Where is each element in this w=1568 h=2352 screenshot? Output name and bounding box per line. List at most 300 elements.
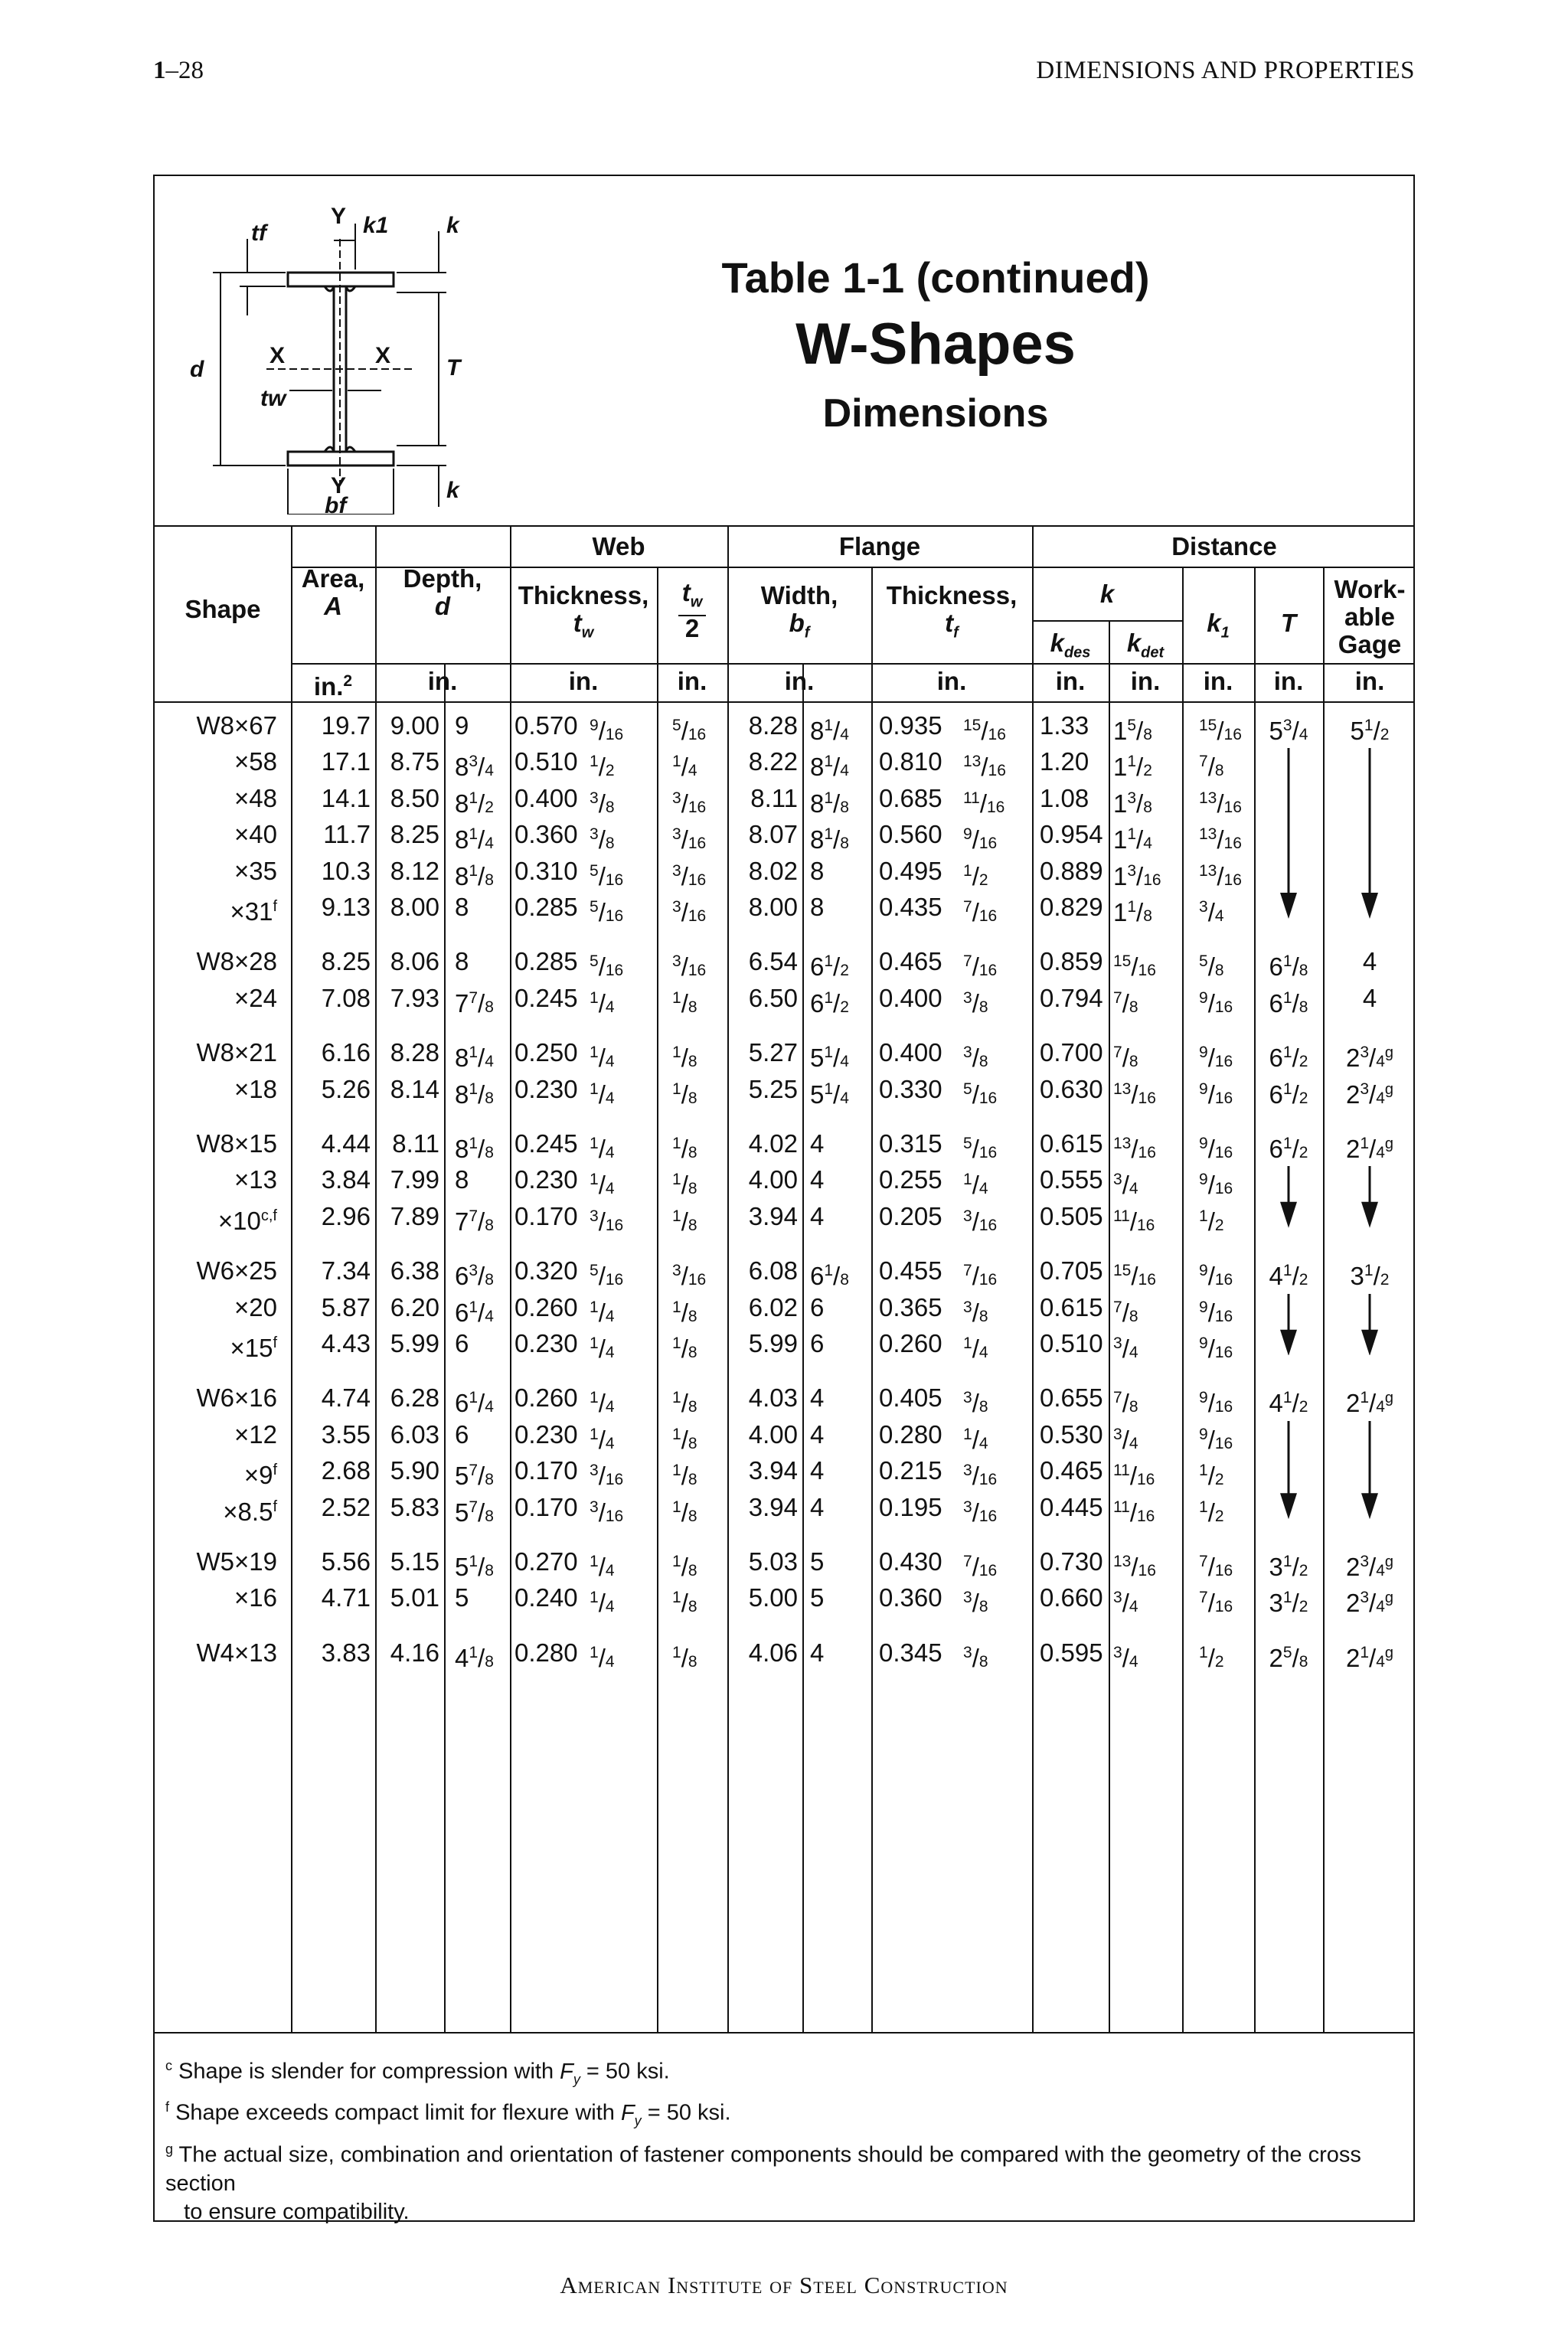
depth-fraction-cell: $8^1/4$: [455, 1044, 494, 1073]
tw-half-cell: $^1$/8: [672, 1425, 697, 1454]
area-cell: 11.7: [323, 820, 371, 849]
depth-fraction-cell: 6: [455, 1419, 469, 1449]
k1-cell: $^9$/16: [1199, 1080, 1233, 1109]
flange-width-cell: 3.94: [748, 1456, 798, 1485]
depth-fraction-cell: 8: [455, 1165, 469, 1194]
k1-cell: $^3$/4: [1199, 898, 1224, 926]
web-thickness-fraction-cell: $^5$/16: [590, 1262, 624, 1291]
tw-half-cell: $^1$/8: [672, 1298, 697, 1327]
header-web-thickness: Thickness, $t_w$: [518, 581, 649, 642]
tw-half-cell: $^1$/8: [672, 1080, 697, 1109]
gage-cell: 4: [1362, 983, 1377, 1012]
area-cell: 4.43: [321, 1329, 371, 1357]
flange-width-cell: 6.50: [748, 983, 798, 1012]
gage-cell: $3^1/2$: [1350, 1262, 1390, 1291]
kdet-cell: $^3$/4: [1113, 1334, 1138, 1363]
flange-thickness-fraction-cell: $^5$/16: [963, 1135, 998, 1163]
flange-thickness-fraction-cell: $^1$/4: [963, 1171, 988, 1200]
flange-thickness-fraction-cell: $^{11}$/16: [963, 789, 1005, 818]
web-thickness-fraction-cell: $^1$/4: [590, 1425, 615, 1454]
shape-cell: W8×15: [196, 1129, 277, 1158]
tw-half-cell: $^1$/8: [672, 1044, 697, 1073]
tw-half-cell: $^1$/8: [672, 1207, 697, 1236]
flange-thickness-cell: 0.195: [879, 1492, 942, 1521]
web-thickness-fraction-cell: $^1$/4: [590, 988, 615, 1018]
depth-fraction-cell: 8: [455, 893, 469, 921]
shape-cell: $\times 10^{c,f}$: [217, 1206, 277, 1235]
kdes-cell: 0.730: [1040, 1547, 1103, 1576]
flange-thickness-cell: 0.215: [879, 1456, 942, 1485]
flange-thickness-fraction-cell: $^5$/16: [963, 1080, 998, 1109]
depth-cell: 4.16: [390, 1638, 439, 1667]
T-cell: $2^5/8$: [1269, 1643, 1308, 1672]
units-cell: in.: [1130, 667, 1161, 695]
web-thickness-cell: 0.270: [514, 1547, 578, 1576]
gage-cell: $2^1/4^g$: [1345, 1135, 1394, 1163]
kdes-cell: 0.445: [1040, 1492, 1103, 1521]
kdes-cell: 0.555: [1040, 1165, 1103, 1194]
depth-cell: 7.99: [390, 1165, 439, 1194]
flange-width-fraction-cell: $5^1/4$: [810, 1044, 849, 1073]
flange-width-cell: 4.00: [748, 1165, 798, 1194]
area-cell: 3.83: [321, 1638, 371, 1667]
depth-fraction-cell: 5: [455, 1583, 469, 1612]
flange-thickness-fraction-cell: $^3$/8: [963, 1643, 988, 1672]
tw-half-cell: $^1$/8: [672, 1553, 697, 1581]
web-thickness-cell: 0.320: [514, 1256, 578, 1285]
units-cell: in.: [784, 667, 815, 695]
kdes-cell: 1.08: [1040, 783, 1089, 812]
web-thickness-cell: 0.400: [514, 783, 578, 812]
depth-cell: 8.75: [390, 747, 439, 776]
flange-thickness-fraction-cell: $^1$/4: [963, 1425, 988, 1454]
tw-half-cell: $^1$/8: [672, 1334, 697, 1363]
depth-fraction-cell: 9: [455, 711, 469, 740]
flange-width-fraction-cell: 4: [810, 1165, 825, 1194]
depth-cell: 8.00: [390, 893, 439, 921]
gage-cell: $2^3/4^g$: [1345, 1080, 1394, 1109]
depth-fraction-cell: $8^1/2$: [455, 789, 494, 818]
kdet-cell: $^3$/4: [1113, 1643, 1138, 1672]
shape-cell: ×8.5$^f$: [223, 1497, 277, 1526]
flange-width-fraction-cell: $6^1/2$: [810, 988, 849, 1018]
table-frame: [153, 175, 1415, 2222]
flange-width-fraction-cell: $6^1/2$: [810, 952, 849, 982]
flange-thickness-fraction-cell: $^{15}$/16: [963, 717, 1006, 745]
kdet-cell: $^{15}$/16: [1113, 1262, 1156, 1291]
gage-cell: $2^3/4^g$: [1345, 1553, 1394, 1581]
gage-cell: 4: [1362, 947, 1377, 976]
depth-fraction-cell: $7^7/8$: [455, 1207, 494, 1236]
k1-cell: $^1$/2: [1199, 1462, 1224, 1491]
footnote: to ensure compatibility.: [165, 2199, 410, 2224]
tw-half-cell: $^1$/8: [672, 1462, 697, 1491]
kdet-cell: $^7$/8: [1113, 1389, 1138, 1418]
tw-half-cell: $^3$/16: [672, 1262, 707, 1291]
table-rule: [291, 663, 1413, 665]
depth-fraction-cell: $5^7/8$: [455, 1462, 494, 1491]
T-cell: $4^1/2$: [1269, 1262, 1308, 1291]
depth-cell: 5.15: [390, 1547, 439, 1576]
shape-cell: W5×19: [196, 1547, 277, 1576]
flange-thickness-fraction-cell: $^7$/16: [963, 898, 998, 926]
shape-cell: ×20: [234, 1292, 277, 1321]
kdes-cell: 0.889: [1040, 856, 1103, 885]
web-thickness-fraction-cell: $^3$/16: [590, 1207, 624, 1236]
kdes-cell: 0.700: [1040, 1038, 1103, 1067]
k1-cell: $^9$/16: [1199, 1171, 1233, 1200]
depth-cell: 5.99: [390, 1329, 439, 1357]
depth-fraction-cell: $8^1/8$: [455, 1135, 494, 1163]
area-cell: 5.56: [321, 1547, 371, 1576]
header-gage: Work- able Gage: [1334, 575, 1406, 658]
kdet-cell: $^{11}$/16: [1113, 1207, 1155, 1236]
web-thickness-cell: 0.285: [514, 947, 578, 976]
depth-fraction-cell: 6: [455, 1329, 469, 1357]
depth-fraction-cell: $8^3/4$: [455, 753, 494, 782]
flange-width-fraction-cell: 5: [810, 1547, 825, 1576]
flange-width-fraction-cell: 4: [810, 1456, 825, 1485]
kdet-cell: $^3$/4: [1113, 1425, 1138, 1454]
k1-cell: $^9$/16: [1199, 1044, 1233, 1073]
depth-cell: 5.01: [390, 1583, 439, 1612]
page-number: 1–28: [153, 57, 204, 84]
kdes-cell: 1.33: [1040, 711, 1089, 740]
flange-width-fraction-cell: 8: [810, 856, 825, 885]
svg-text:tw: tw: [260, 386, 286, 411]
section-title: DIMENSIONS AND PROPERTIES: [1036, 57, 1415, 84]
shape-cell: W4×13: [196, 1638, 277, 1667]
web-thickness-cell: 0.260: [514, 1383, 578, 1413]
flange-thickness-cell: 0.330: [879, 1074, 942, 1103]
header-depth: Depth, d: [403, 564, 482, 620]
web-thickness-cell: 0.170: [514, 1492, 578, 1521]
header-kdes: $k_{des}$: [1050, 629, 1091, 662]
T-continuation-arrow-icon: [1277, 748, 1300, 919]
shape-cell: ×16: [234, 1583, 277, 1612]
shape-cell: $\times 31^f$: [230, 897, 277, 926]
shape-cell: W8×21: [196, 1038, 277, 1067]
flange-width-cell: 3.94: [748, 1492, 798, 1521]
flange-thickness-fraction-cell: $^7$/16: [963, 1553, 998, 1581]
tw-half-cell: $^1$/8: [672, 1498, 697, 1527]
shape-cell: ×13: [234, 1165, 277, 1194]
units-cell: in.: [1055, 667, 1086, 695]
flange-thickness-fraction-cell: $^3$/8: [963, 1389, 988, 1418]
svg-text:tf: tf: [251, 220, 266, 246]
flange-width-fraction-cell: 4: [810, 1129, 825, 1158]
footnote: $^g$ The actual size, combination and orientation of fastener components should be compared with the geometry of the cross section: [165, 2141, 1367, 2196]
flange-width-cell: 8.28: [748, 711, 798, 740]
kdet-cell: $1^1/8$: [1113, 898, 1152, 926]
tw-half-cell: $^3$/16: [672, 825, 707, 854]
kdes-cell: 0.465: [1040, 1456, 1103, 1485]
T-cell: $4^1/2$: [1269, 1389, 1308, 1418]
flange-width-fraction-cell: 4: [810, 1383, 825, 1413]
footnote: $^f$ Shape exceeds compact limit for flexure with $F_y = 50$ ksi.: [165, 2099, 731, 2128]
units-cell: in.: [1354, 667, 1385, 695]
flange-thickness-cell: 0.365: [879, 1292, 942, 1321]
gage-cell: $2^1/4^g$: [1345, 1643, 1394, 1672]
area-cell: 3.84: [321, 1165, 371, 1194]
flange-width-fraction-cell: 4: [810, 1201, 825, 1230]
kdet-cell: $^3$/4: [1113, 1171, 1138, 1200]
web-thickness-fraction-cell: $^5$/16: [590, 952, 624, 982]
flange-thickness-cell: 0.400: [879, 983, 942, 1012]
flange-width-cell: 6.08: [748, 1256, 798, 1285]
units-cell: in.$^2$: [313, 672, 353, 701]
flange-thickness-cell: 0.435: [879, 893, 942, 921]
kdes-cell: 0.794: [1040, 983, 1103, 1012]
depth-fraction-cell: 8: [455, 947, 469, 976]
svg-text:k1: k1: [363, 213, 389, 238]
area-cell: 2.96: [321, 1201, 371, 1230]
tw-half-cell: $^3$/16: [672, 861, 707, 890]
kdet-cell: $^{13}$/16: [1113, 1080, 1156, 1109]
flange-width-cell: 5.25: [748, 1074, 798, 1103]
web-thickness-cell: 0.310: [514, 856, 578, 885]
tw-half-cell: $^3$/16: [672, 789, 707, 818]
flange-width-cell: 5.03: [748, 1547, 798, 1576]
footnote: $^c$ Shape is slender for compression with $F_y = 50$ ksi.: [165, 2058, 670, 2087]
flange-thickness-fraction-cell: $^7$/16: [963, 1262, 998, 1291]
kdes-cell: 0.829: [1040, 893, 1103, 921]
depth-cell: 7.93: [390, 983, 439, 1012]
web-thickness-fraction-cell: $^1$/4: [590, 1298, 615, 1327]
flange-width-cell: 5.27: [748, 1038, 798, 1067]
kdet-cell: $^7$/8: [1113, 1298, 1138, 1327]
kdes-cell: 0.630: [1040, 1074, 1103, 1103]
T-cell: $6^1/2$: [1269, 1044, 1308, 1073]
shape-cell: $\times 15^f$: [230, 1334, 277, 1362]
kdet-cell: $^{11}$/16: [1113, 1498, 1155, 1527]
area-cell: 19.7: [321, 711, 371, 740]
flange-thickness-fraction-cell: $^1$/4: [963, 1334, 988, 1363]
area-cell: 4.71: [321, 1583, 371, 1612]
table-rule: [802, 663, 804, 2032]
title-area: [155, 176, 1413, 527]
web-thickness-fraction-cell: $^5$/16: [590, 898, 624, 926]
T-cell: $6^1/8$: [1269, 988, 1308, 1018]
kdes-cell: 0.660: [1040, 1583, 1103, 1612]
flange-thickness-fraction-cell: $^{13}$/16: [963, 753, 1006, 782]
shape-cell: ×40: [234, 820, 277, 849]
svg-text:k: k: [446, 213, 459, 238]
depth-fraction-cell: $4^1/8$: [455, 1643, 494, 1672]
k1-cell: $^1$/2: [1199, 1207, 1224, 1236]
flange-thickness-fraction-cell: $^3$/8: [963, 1589, 988, 1618]
table-rule: [155, 2032, 1413, 2034]
web-thickness-fraction-cell: $^1$/4: [590, 1044, 615, 1073]
flange-width-cell: 6.02: [748, 1292, 798, 1321]
header-kdet: $k_{det}$: [1126, 629, 1165, 662]
kdes-cell: 0.615: [1040, 1129, 1103, 1158]
gage-cell: $5^1/2$: [1350, 717, 1390, 745]
tw-half-cell: $^3$/16: [672, 952, 707, 982]
shape-cell: ×12: [234, 1419, 277, 1449]
web-thickness-cell: 0.230: [514, 1419, 578, 1449]
T-cell: $3^1/2$: [1269, 1589, 1308, 1618]
flange-width-cell: 4.00: [748, 1419, 798, 1449]
footnotes: [165, 2052, 1406, 2226]
depth-cell: 8.12: [390, 856, 439, 885]
flange-thickness-fraction-cell: $^3$/8: [963, 988, 988, 1018]
table-rule: [1032, 620, 1182, 622]
depth-fraction-cell: $8^1/4$: [455, 825, 494, 854]
kdet-cell: $1^3/8$: [1113, 789, 1152, 818]
shape-cell: ×18: [234, 1074, 277, 1103]
depth-cell: 8.06: [390, 947, 439, 976]
shape-cell: ×58: [234, 747, 277, 776]
web-thickness-fraction-cell: $^1$/4: [590, 1334, 615, 1363]
shape-cell: $\times 9^f$: [243, 1461, 277, 1490]
flange-thickness-cell: 0.280: [879, 1419, 942, 1449]
flange-width-cell: 4.03: [748, 1383, 798, 1413]
table-rule: [510, 525, 511, 2032]
flange-width-fraction-cell: 6: [810, 1329, 825, 1357]
flange-width-fraction-cell: 4: [810, 1638, 825, 1667]
gage-continuation-arrow-icon: [1358, 1421, 1381, 1519]
kdet-cell: $1^3/16$: [1113, 861, 1161, 890]
flange-width-fraction-cell: 5: [810, 1583, 825, 1612]
flange-width-cell: 8.00: [748, 893, 798, 921]
flange-thickness-fraction-cell: $^3$/16: [963, 1498, 998, 1527]
k1-cell: $^1$/2: [1199, 1643, 1224, 1672]
table-title: W-Shapes: [795, 312, 1076, 377]
flange-width-fraction-cell: $8^1/4$: [810, 753, 849, 782]
flange-thickness-cell: 0.405: [879, 1383, 942, 1413]
depth-cell: 8.11: [392, 1129, 439, 1158]
depth-fraction-cell: $8^1/8$: [455, 1080, 494, 1109]
flange-width-cell: 5.99: [748, 1329, 798, 1357]
header-T: T: [1280, 609, 1297, 637]
T-cell: $6^1/8$: [1269, 952, 1308, 982]
web-thickness-fraction-cell: $^1$/4: [590, 1553, 615, 1581]
flange-thickness-cell: 0.465: [879, 947, 942, 976]
flange-width-fraction-cell: 6: [810, 1292, 825, 1321]
web-thickness-cell: 0.510: [514, 747, 578, 776]
k1-cell: $^9$/16: [1199, 1262, 1233, 1291]
depth-fraction-cell: $5^1/8$: [455, 1553, 494, 1581]
flange-width-fraction-cell: $5^1/4$: [810, 1080, 849, 1109]
svg-text:d: d: [190, 357, 204, 382]
k1-cell: $^9$/16: [1199, 1298, 1233, 1327]
web-thickness-fraction-cell: $^1$/4: [590, 1171, 615, 1200]
kdes-cell: 0.595: [1040, 1638, 1103, 1667]
shape-cell: W6×25: [196, 1256, 277, 1285]
area-cell: 17.1: [321, 747, 371, 776]
area-cell: 8.25: [321, 947, 371, 976]
flange-width-fraction-cell: 4: [810, 1419, 825, 1449]
kdes-cell: 0.954: [1040, 820, 1103, 849]
depth-cell: 9.00: [390, 711, 439, 740]
area-cell: 2.68: [321, 1456, 371, 1485]
kdet-cell: $^7$/8: [1113, 1044, 1138, 1073]
kdet-cell: $^{15}$/16: [1113, 952, 1156, 982]
units-cell: in.: [1203, 667, 1233, 695]
header-k: k: [1099, 580, 1115, 608]
flange-thickness-cell: 0.430: [879, 1547, 942, 1576]
k1-cell: $^7$/8: [1199, 753, 1224, 782]
k1-cell: $^9$/16: [1199, 1135, 1233, 1163]
shape-cell: W8×67: [196, 711, 277, 740]
flange-width-fraction-cell: $8^1/8$: [810, 825, 849, 854]
flange-thickness-fraction-cell: $^3$/8: [963, 1298, 988, 1327]
flange-thickness-cell: 0.685: [879, 783, 942, 812]
flange-thickness-fraction-cell: $^3$/16: [963, 1462, 998, 1491]
web-thickness-cell: 0.285: [514, 893, 578, 921]
web-thickness-cell: 0.230: [514, 1074, 578, 1103]
web-thickness-cell: 0.250: [514, 1038, 578, 1067]
k1-cell: $^{13}$/16: [1199, 789, 1242, 818]
web-thickness-fraction-cell: $^1$/2: [590, 753, 615, 782]
header-shape: Shape: [185, 595, 261, 623]
flange-thickness-cell: 0.255: [879, 1165, 942, 1194]
area-cell: 6.16: [321, 1038, 371, 1067]
web-thickness-cell: 0.280: [514, 1638, 578, 1667]
web-thickness-fraction-cell: $^3$/16: [590, 1462, 624, 1491]
svg-text:T: T: [446, 355, 461, 381]
kdet-cell: $1^1/2$: [1113, 753, 1152, 782]
T-continuation-arrow-icon: [1277, 1421, 1300, 1519]
header-web: Web: [592, 532, 645, 560]
area-cell: 5.87: [321, 1292, 371, 1321]
web-thickness-fraction-cell: $^1$/4: [590, 1080, 615, 1109]
area-cell: 2.52: [321, 1492, 371, 1521]
k1-cell: $^{13}$/16: [1199, 825, 1242, 854]
flange-thickness-fraction-cell: $^3$/16: [963, 1207, 998, 1236]
area-cell: 5.26: [321, 1074, 371, 1103]
flange-width-fraction-cell: 4: [810, 1492, 825, 1521]
tw-half-cell: $^1$/8: [672, 1643, 697, 1672]
header-area: Area, A: [301, 564, 365, 620]
flange-thickness-cell: 0.360: [879, 1583, 942, 1612]
depth-fraction-cell: $6^1/4$: [455, 1389, 494, 1418]
web-thickness-cell: 0.170: [514, 1201, 578, 1230]
k1-cell: $^{15}$/16: [1199, 717, 1242, 745]
flange-width-cell: 8.07: [748, 820, 798, 849]
depth-cell: 8.14: [390, 1074, 439, 1103]
flange-width-cell: 4.06: [748, 1638, 798, 1667]
header-distance: Distance: [1171, 532, 1277, 560]
flange-width-fraction-cell: $6^1/8$: [810, 1262, 849, 1291]
shape-cell: W6×16: [196, 1383, 277, 1413]
units-cell: in.: [568, 667, 599, 695]
flange-thickness-cell: 0.495: [879, 856, 942, 885]
k1-cell: $^9$/16: [1199, 988, 1233, 1018]
units-cell: in.: [427, 667, 458, 695]
k1-cell: $^{13}$/16: [1199, 861, 1242, 890]
shape-cell: ×35: [234, 856, 277, 885]
tw-half-cell: $^5$/16: [672, 717, 707, 745]
depth-cell: 8.28: [390, 1038, 439, 1067]
k1-cell: $^7$/16: [1199, 1553, 1233, 1581]
T-cell: $5^3/4$: [1269, 717, 1308, 745]
gage-continuation-arrow-icon: [1358, 748, 1381, 919]
kdes-cell: 1.20: [1040, 747, 1089, 776]
web-thickness-cell: 0.245: [514, 983, 578, 1012]
depth-cell: 6.38: [390, 1256, 439, 1285]
area-cell: 7.08: [321, 983, 371, 1012]
web-thickness-fraction-cell: $^1$/4: [590, 1643, 615, 1672]
kdes-cell: 0.505: [1040, 1201, 1103, 1230]
page-footer: American Institute of Steel Construction: [560, 2272, 1008, 2298]
depth-cell: 5.83: [390, 1492, 439, 1521]
shape-cell: W8×28: [196, 947, 277, 976]
header-flange-width: Width, $b_f$: [760, 581, 838, 642]
k1-cell: $^9$/16: [1199, 1389, 1233, 1418]
kdet-cell: $^{13}$/16: [1113, 1553, 1156, 1581]
